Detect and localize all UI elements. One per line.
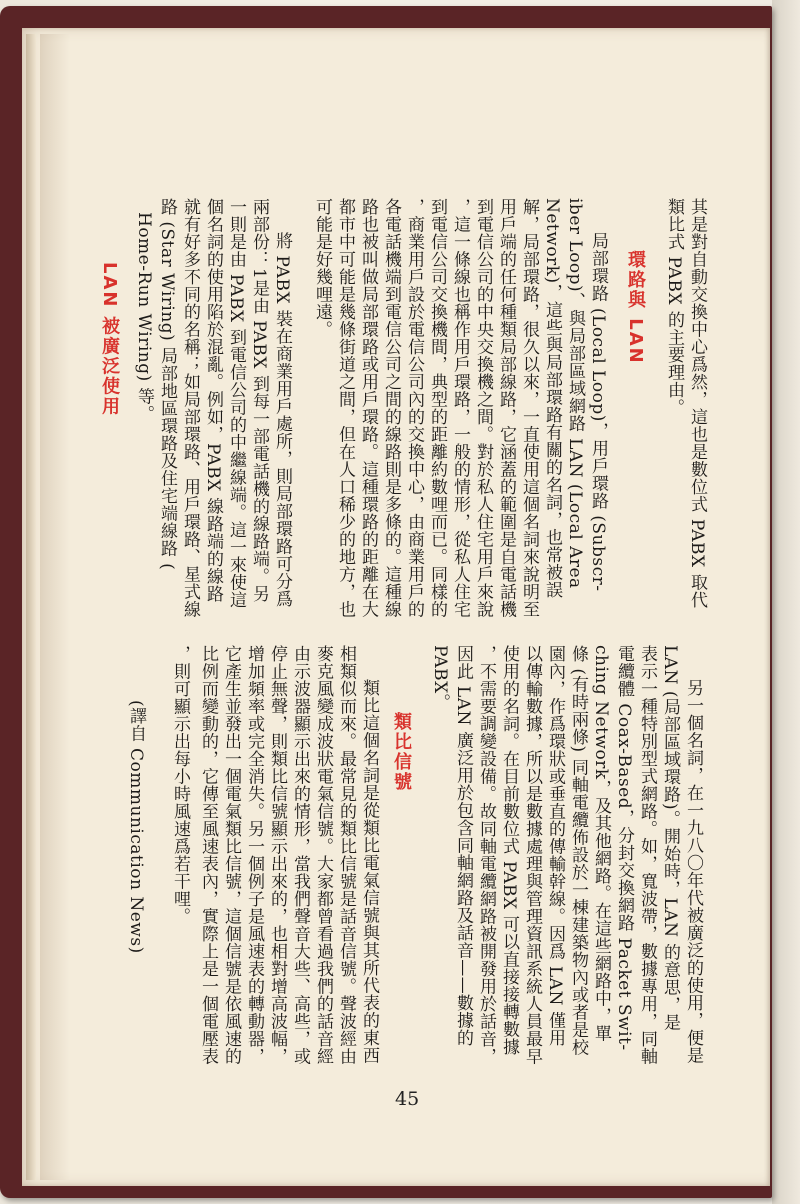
text-line: 比例而變動的，它傳至風速表內，實際上是一個電壓表 xyxy=(198,645,218,1065)
text-line: 其是對自動交換中心爲然，這也是數位式 PABX 取代 xyxy=(687,198,707,609)
section-loop-paragraph xyxy=(310,198,609,638)
text-line: 另一個名詞，在一九八〇年代被廣泛的使用，便是 xyxy=(683,679,703,1064)
text-line: 類比式 PABX 的主要理由。 xyxy=(664,198,684,417)
section-heading-loop-lan: 環路與 LAN xyxy=(625,250,646,365)
page-number: 45 xyxy=(395,1088,420,1110)
text-line: 都市中可能是幾條街道之間，但在人口稀少的地方，也 xyxy=(335,198,355,618)
text-line: 個名詞的使用陷於混亂。例如，PABX 線路端的線路 xyxy=(203,198,223,603)
text-line: 各電話機端到電信公司之間的線路則是多條的。這種線 xyxy=(381,198,401,618)
text-line: 到電信公司的中央交換機之間。對於私人住宅用戶來說 xyxy=(473,198,493,618)
text-line: 由示波器顯示出來的情形，當我們聲音大些、高些，或 xyxy=(290,645,310,1065)
text-line: 路也被叫做局部環路或用戶環路。這種環路的距離在大 xyxy=(358,198,378,618)
top-block xyxy=(662,198,708,638)
text-line: 麥克風變成波狀電氣信號。大家都曾看過我們的話音經 xyxy=(313,645,333,1065)
citation: (譯自 Communication News) xyxy=(126,700,146,954)
section-heading-analog-signal: 類比信號 xyxy=(391,712,412,792)
section-lan-paragraph xyxy=(428,645,704,1085)
text-line: 解，局部環路，很久以來，一直使用這個名詞來說明至 xyxy=(519,198,539,618)
text-line: 路 (Star Wiring) 局部地區環路及住宅端線路 ( xyxy=(157,198,177,571)
text-line: 將 PABX 裝在商業用戶處所，則局部環路可分爲 xyxy=(272,232,292,608)
text-line: 相類似而來。最常見的類比信號是話音信號。聲波經由 xyxy=(336,645,356,1065)
section-heading-lan-widely-used: LAN 被廣泛使用 xyxy=(99,262,120,417)
page-edge xyxy=(26,34,36,1180)
text-line: 就有好多不同的名稱；如局部環路、用戶環路、星式線 xyxy=(180,198,200,618)
text-line: Network)，這些與局部環路有關的名詞，也常被誤 xyxy=(542,198,562,599)
text-line: 類比這個名詞是從類比電氣信號與其所代表的東西 xyxy=(359,679,379,1064)
text-line: 園內，作爲環狀或垂直的傳輸幹線。因爲 LAN 僅用 xyxy=(545,645,565,1047)
scanner-bed xyxy=(772,0,800,1204)
section-analog-paragraph xyxy=(196,645,380,1085)
text-line: 用戶端的任何種類局部線路，它涵蓋的範圍是自電話機 xyxy=(496,198,516,618)
section-pabx-paragraph xyxy=(132,198,293,638)
text-line: ，不需要調變設備。故同軸電纜網路被開發用於話音， xyxy=(476,645,496,1065)
text-line: 一則是由 PABX 到電信公司的中繼線端。這一來使這 xyxy=(226,198,246,609)
text-line: 局部環路 (Local Loop)，用戶環路 (Subscr- xyxy=(588,232,608,592)
text-line: 到電信公司交換機間，典型的距離約數哩而已。同樣的 xyxy=(427,198,447,618)
text-line: 兩部份：1是由 PABX 到每一部電話機的線路端。另 xyxy=(249,198,269,603)
text-line: 停止無聲，則類比信號顯示出來的，也相對增高波幅， xyxy=(267,645,287,1065)
text-line: ，則可顯示出每小時風速爲若干哩。 xyxy=(170,645,190,925)
page-gutter xyxy=(40,34,70,1180)
text-line: 以傳輸數據，所以是數據處理與管理資訊系統人員最早 xyxy=(522,645,542,1065)
text-line: ，商業用戶設於電信公司內的交換中心，由商業用戶的 xyxy=(404,198,424,618)
text-line: 增加頻率或完全消失。另一個例子是風速表的轉動器， xyxy=(244,645,264,1065)
text-line: ，這一條線也稱作用戶環路，一般的情形，從私人住宅 xyxy=(450,198,470,618)
text-line: 條 (有時兩條) 同軸電纜佈設於一棟建築物內或者是校 xyxy=(568,645,588,1057)
text-line: PABX。 xyxy=(430,645,450,712)
text-line: LAN (局部區域環路)。開始時，LAN 的意思，是 xyxy=(660,645,680,1031)
text-line: iber Loop)、與局部區域網路 LAN (Local Area xyxy=(565,198,585,589)
text-line: Home-Run Wiring) 等。 xyxy=(134,212,154,423)
text-line: 電纜體 Coax-Based，分封交換網路 Packet Swit- xyxy=(614,645,634,1051)
text-line: 表示一種特別型式網路。如，寬波帶，數據專用，同軸 xyxy=(637,645,657,1065)
text-line: ching Network，及其他網路。在這些網路中，單 xyxy=(591,645,611,1043)
text-line: 它產生並發出一個電氣類比信號，這個信號是依風速的 xyxy=(221,645,241,1065)
text-line: 可能是好幾哩遠。 xyxy=(312,198,332,338)
text-line: 因此 LAN 廣泛用於包含同軸網路及話音——數據的 xyxy=(453,645,473,1047)
section-analog-final-line xyxy=(168,645,191,1085)
text-line: 使用的名詞。在目前數位式 PABX 可以直接接轉數據 xyxy=(499,645,519,1056)
